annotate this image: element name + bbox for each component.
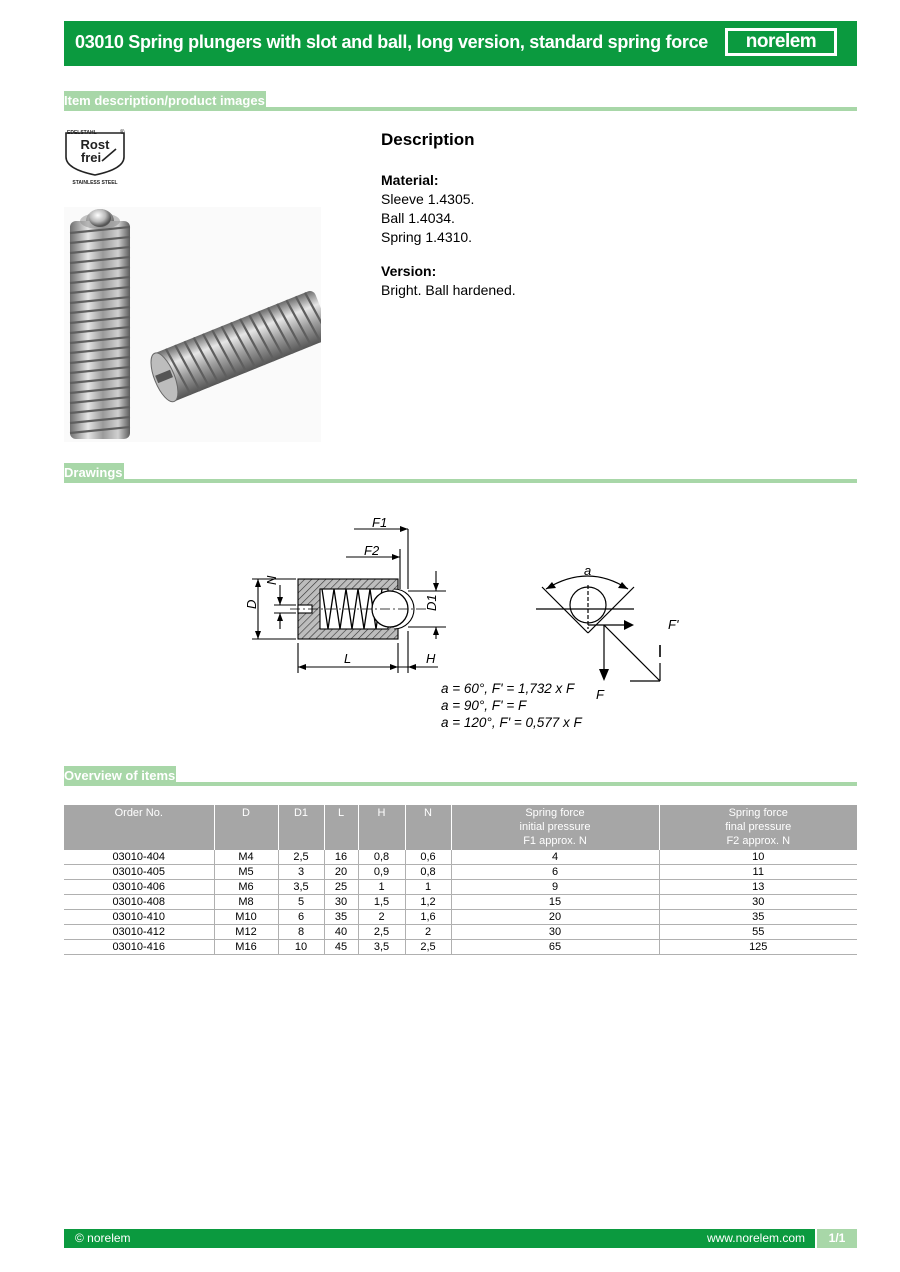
- table-row: [64, 880, 857, 895]
- items-table: [64, 805, 857, 955]
- table-row: [64, 925, 857, 940]
- formula-line: a = 90°, F' = F: [441, 698, 527, 713]
- label-alpha: a: [584, 563, 592, 578]
- table-cell: 20: [324, 865, 358, 880]
- table-cell: 20: [451, 910, 659, 925]
- column-header: H: [358, 805, 405, 850]
- table-cell: 03010-410: [64, 910, 214, 925]
- badge-bottom-text: STAINLESS STEEL: [72, 180, 118, 185]
- section-title-drawings: Drawings: [64, 465, 123, 480]
- section-item-description: [64, 91, 857, 111]
- logo-text: norelem: [728, 31, 834, 53]
- table-cell: 1,6: [405, 910, 451, 925]
- label-f: F: [596, 687, 604, 702]
- table-cell: 4: [451, 850, 659, 865]
- table-cell: 125: [659, 940, 857, 955]
- material-label: Material:: [381, 172, 439, 188]
- table-cell: M10: [214, 910, 278, 925]
- material-line: Sleeve 1.4305.: [381, 191, 475, 207]
- spring-plunger-photo: [64, 207, 321, 442]
- table-cell: 9: [451, 880, 659, 895]
- table-cell: 45: [324, 940, 358, 955]
- table-cell: 03010-404: [64, 850, 214, 865]
- table-cell: 2,5: [278, 850, 324, 865]
- page-number: 1/1: [815, 1229, 857, 1248]
- table-cell: 03010-408: [64, 895, 214, 910]
- table-cell: 6: [451, 865, 659, 880]
- table-cell: 11: [659, 865, 857, 880]
- table-cell: 0,6: [405, 850, 451, 865]
- table-cell: 30: [324, 895, 358, 910]
- label-d1: D1: [424, 594, 439, 611]
- table-row: [64, 940, 857, 955]
- table-row: [64, 910, 857, 925]
- table-cell: M8: [214, 895, 278, 910]
- section-title-overview: Overview of items: [64, 768, 176, 783]
- badge-line1: Rost: [80, 137, 110, 152]
- table-header-row: [64, 805, 857, 850]
- table-cell: 0,8: [358, 850, 405, 865]
- column-header: D: [214, 805, 278, 850]
- technical-drawing: [230, 505, 690, 745]
- material-line: Ball 1.4034.: [381, 210, 455, 226]
- table-cell: 03010-405: [64, 865, 214, 880]
- table-cell: M12: [214, 925, 278, 940]
- table-cell: 8: [278, 925, 324, 940]
- page-footer: [64, 1229, 857, 1248]
- description-heading: Description: [381, 130, 475, 149]
- table-cell: M16: [214, 940, 278, 955]
- table-cell: 0,9: [358, 865, 405, 880]
- label-f-prime: F': [668, 617, 679, 632]
- table-cell: 40: [324, 925, 358, 940]
- website-link[interactable]: www.norelem.com: [706, 1231, 805, 1245]
- label-l: L: [344, 651, 352, 666]
- table-cell: 35: [324, 910, 358, 925]
- table-cell: 1,5: [358, 895, 405, 910]
- table-cell: 30: [659, 895, 857, 910]
- column-header: L: [324, 805, 358, 850]
- table-cell: 0,8: [405, 865, 451, 880]
- label-h: H: [426, 651, 436, 666]
- formula-line: a = 60°, F' = 1,732 x F: [441, 681, 575, 696]
- table-row: [64, 850, 857, 865]
- table-cell: 10: [278, 940, 324, 955]
- table-cell: 55: [659, 925, 857, 940]
- table-cell: 03010-416: [64, 940, 214, 955]
- table-cell: 1: [405, 880, 451, 895]
- table-cell: 10: [659, 850, 857, 865]
- table-cell: 2: [405, 925, 451, 940]
- column-header: Order No.: [64, 805, 214, 850]
- table-cell: 5: [278, 895, 324, 910]
- section-drawings: [64, 463, 857, 483]
- table-cell: 6: [278, 910, 324, 925]
- page-title: 03010 Spring plungers with slot and ball, long version, standard spring force: [75, 32, 709, 52]
- column-header: Spring force initial pressure F1 approx. N: [451, 805, 659, 850]
- badge-registered-mark: ®: [120, 130, 125, 136]
- table-cell: M4: [214, 850, 278, 865]
- page-header: [64, 21, 857, 66]
- column-header: Spring force final pressure F2 approx. N: [659, 805, 857, 850]
- table-row: [64, 895, 857, 910]
- badge-line2: frei: [80, 150, 102, 165]
- table-cell: 15: [451, 895, 659, 910]
- label-f2: F2: [364, 543, 380, 558]
- table-cell: M5: [214, 865, 278, 880]
- table-cell: 3,5: [358, 940, 405, 955]
- label-f1: F1: [372, 515, 388, 530]
- table-cell: 2,5: [405, 940, 451, 955]
- label-n: N: [264, 575, 279, 585]
- section-title-item-description: Item description/product images: [64, 93, 265, 108]
- product-image: [64, 207, 321, 442]
- table-cell: 2: [358, 910, 405, 925]
- column-header: N: [405, 805, 451, 850]
- dimension-drawing: [230, 505, 690, 745]
- table-cell: 03010-412: [64, 925, 214, 940]
- table-cell: 1,2: [405, 895, 451, 910]
- copyright: © norelem: [75, 1231, 131, 1245]
- table-cell: 03010-406: [64, 880, 214, 895]
- table-cell: 35: [659, 910, 857, 925]
- table-cell: 30: [451, 925, 659, 940]
- description-block: [381, 128, 821, 300]
- material-line: Spring 1.4310.: [381, 229, 473, 245]
- table-cell: M6: [214, 880, 278, 895]
- version-label: Version:: [381, 263, 437, 279]
- label-d: D: [244, 599, 259, 609]
- table-cell: 16: [324, 850, 358, 865]
- rost-frei-badge: [64, 129, 126, 185]
- table-cell: 25: [324, 880, 358, 895]
- column-header: D1: [278, 805, 324, 850]
- table-cell: 3,5: [278, 880, 324, 895]
- norelem-logo: [725, 28, 837, 56]
- badge-top-text: EDELSTAHL: [67, 130, 97, 136]
- stainless-steel-icon: [64, 129, 126, 185]
- version-text: Bright. Ball hardened.: [381, 282, 516, 298]
- table-row: [64, 865, 857, 880]
- formula-line: a = 120°, F' = 0,577 x F: [441, 715, 582, 730]
- table-cell: 1: [358, 880, 405, 895]
- table-cell: 13: [659, 880, 857, 895]
- table-cell: 3: [278, 865, 324, 880]
- table-cell: 2,5: [358, 925, 405, 940]
- section-overview: [64, 766, 857, 786]
- table-cell: 65: [451, 940, 659, 955]
